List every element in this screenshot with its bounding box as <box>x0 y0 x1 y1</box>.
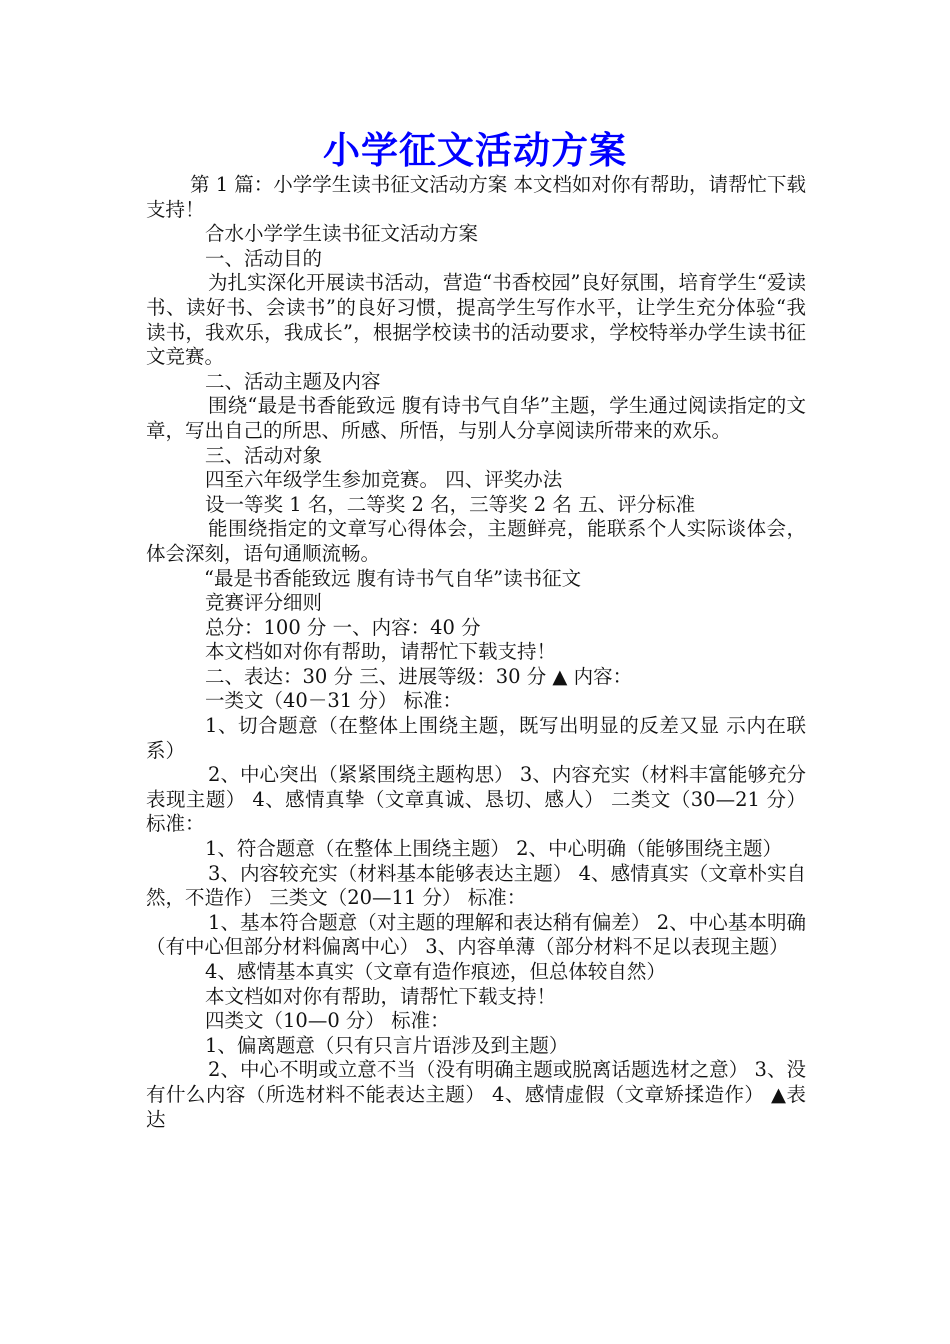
heading-purpose: 一、活动目的 <box>205 246 323 270</box>
paragraph-plan-name: 合水小学学生读书征文活动方案 <box>205 222 479 246</box>
heading-target: 三、活动对象 <box>205 443 323 467</box>
paragraph-class-two-items: 1、符合题意（在整体上围绕主题） 2、中心明确（能够围绕主题） <box>205 837 783 861</box>
paragraph-class-three-items: 1、基本符合题意（对主题的理解和表达稍有偏差） 2、中心基本明确（有中心但部分材料偏离中心） 3、内容单薄（部分材料不足以表现主题） <box>146 910 806 959</box>
paragraph-class-one-item1: 1、切合题意（在整体上围绕主题，既写出明显的反差又显 示内在联系） <box>146 714 806 762</box>
paragraph-class-four: 四类文（10—0 分） 标准： <box>205 1009 450 1033</box>
paragraph-download-note: 本文档如对你有帮助，请帮忙下载支持！ <box>205 640 557 664</box>
paragraph-awards: 设一等奖 1 名，二等奖 2 名，三等奖 2 名 五、评分标准 <box>205 492 696 516</box>
document-body <box>146 173 806 1132</box>
paragraph-class-two-more: 3、内容较充实（材料基本能够表达主题） 4、感情真实（文章朴实自然，不造作） 三类文（20—11 分） 标准： <box>146 861 806 910</box>
document-title: 小学征文活动方案 <box>323 128 627 172</box>
paragraph-expression-score: 二、表达：30 分 三、进展等级：30 分 ▲ 内容： <box>205 664 633 688</box>
paragraph-total-score: 总分：100 分 一、内容：40 分 <box>205 615 481 639</box>
paragraph-intro: 第 1 篇：小学学生读书征文活动方案 本文档如对你有帮助，请帮忙下载支持！ <box>146 173 807 221</box>
paragraph-target: 四至六年级学生参加竞赛。 四、评奖办法 <box>205 468 563 492</box>
paragraph-theme: 围绕“最是书香能致远 腹有诗书气自华”主题，学生通过阅读指定的文章，写出自己的所思、所感、所悟，与别人分享阅读所带来的欢乐。 <box>146 394 806 442</box>
paragraph-contest-name: “最是书香能致远 腹有诗书气自华”读书征文 <box>204 566 582 590</box>
heading-theme: 二、活动主题及内容 <box>205 369 381 393</box>
paragraph-scoring-standard: 能围绕指定的文章写心得体会，主题鲜亮，能联系个人实际谈体会，体会深刻，语句通顺流畅。 <box>146 517 806 565</box>
paragraph-class-four-item1: 1、偏离题意（只有只言片语涉及到主题） <box>205 1033 569 1057</box>
paragraph-class-four-items: 2、中心不明或立意不当（没有明确主题或脱离话题选材之意） 3、没有什么内容（所选材料不能表达主题） 4、感情虚假（文章矫揉造作） ▲表达 <box>146 1058 806 1131</box>
paragraph-class-three-emotion: 4、感情基本真实（文章有造作痕迹，但总体较自然） <box>205 960 666 983</box>
paragraph-class-one: 一类文（40－31 分） 标准： <box>205 689 463 713</box>
paragraph-class-one-items: 2、中心突出（紧紧围绕主题构思） 3、内容充实（材料丰富能够充分表现主题） 4、感情真挚（文章真诚、恳切、感人） 二类文（30—21 分） 标准： <box>146 763 806 836</box>
paragraph-purpose: 为扎实深化开展读书活动，营造“书香校园”良好氛围，培育学生“爱读书、读好书、会读书”的良好习惯，提高学生写作水平，让学生充分体验“我读书，我欢乐，我成长”，根据学校读书的活动要求，学校特举办学生读书征文竞赛。 <box>146 271 806 369</box>
heading-scoring-rules: 竞赛评分细则 <box>205 591 323 615</box>
paragraph-download-note-2: 本文档如对你有帮助，请帮忙下载支持！ <box>205 984 557 1008</box>
